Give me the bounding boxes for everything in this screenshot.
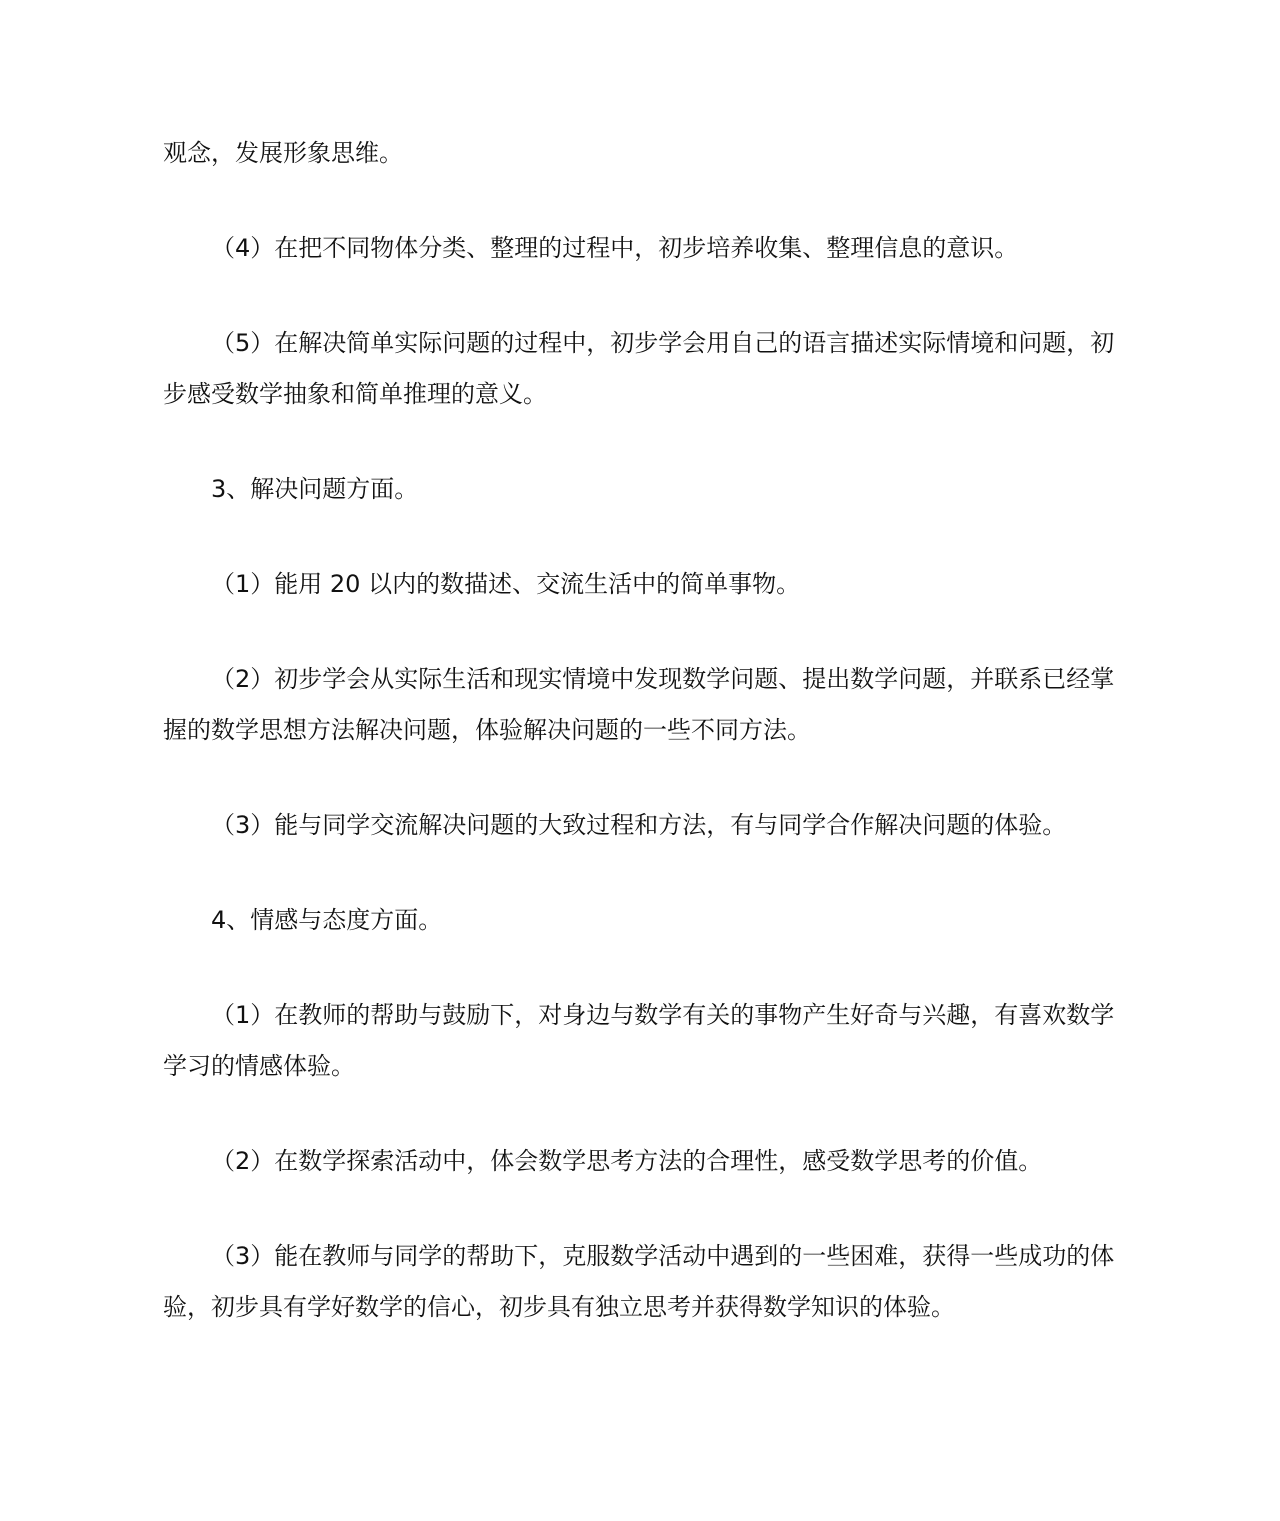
text-line: 4、情感与态度方面。: [211, 906, 443, 934]
paragraph-item-2-5: [163, 318, 1123, 420]
text-line: 观念，发展形象思维。: [163, 139, 403, 167]
paragraph-item-3-2: [163, 654, 1123, 756]
text-line: 握的数学思想方法解决问题，体验解决问题的一些不同方法。: [163, 716, 811, 744]
paragraph-item-4-2: [163, 1136, 1123, 1187]
text-line: （2）在数学探索活动中，体会数学思考方法的合理性，感受数学思考的价值。: [211, 1147, 1043, 1175]
paragraph-item-4-1: [163, 990, 1123, 1092]
text-line: （3）能与同学交流解决问题的大致过程和方法，有与同学合作解决问题的体验。: [211, 811, 1067, 839]
text-line: （1）在教师的帮助与鼓励下，对身边与数学有关的事物产生好奇与兴趣，有喜欢数学: [211, 1001, 1115, 1029]
paragraph-item-2-4: [163, 223, 1123, 274]
section-heading-4: [163, 895, 1123, 946]
text-line: （4）在把不同物体分类、整理的过程中，初步培养收集、整理信息的意识。: [211, 234, 1019, 262]
paragraph-item-3-3: [163, 800, 1123, 851]
text-line: 3、解决问题方面。: [211, 475, 419, 503]
section-heading-3: [163, 464, 1123, 515]
text-line: 步感受数学抽象和简单推理的意义。: [163, 380, 547, 408]
text-line: （2）初步学会从实际生活和现实情境中发现数学问题、提出数学问题，并联系已经掌: [211, 665, 1115, 693]
paragraph-item-3-1: [163, 559, 1123, 610]
text-line: （1）能用 20 以内的数描述、交流生活中的简单事物。: [211, 570, 801, 598]
text-line: （5）在解决简单实际问题的过程中，初步学会用自己的语言描述实际情境和问题，初: [211, 329, 1115, 357]
text-line: （3）能在教师与同学的帮助下，克服数学活动中遇到的一些困难，获得一些成功的体: [211, 1242, 1115, 1270]
text-line: 学习的情感体验。: [163, 1052, 355, 1080]
paragraph-item-4-3: [163, 1231, 1123, 1333]
text-line: 验，初步具有学好数学的信心，初步具有独立思考并获得数学知识的体验。: [163, 1293, 955, 1321]
paragraph-continuation: [163, 128, 1123, 179]
